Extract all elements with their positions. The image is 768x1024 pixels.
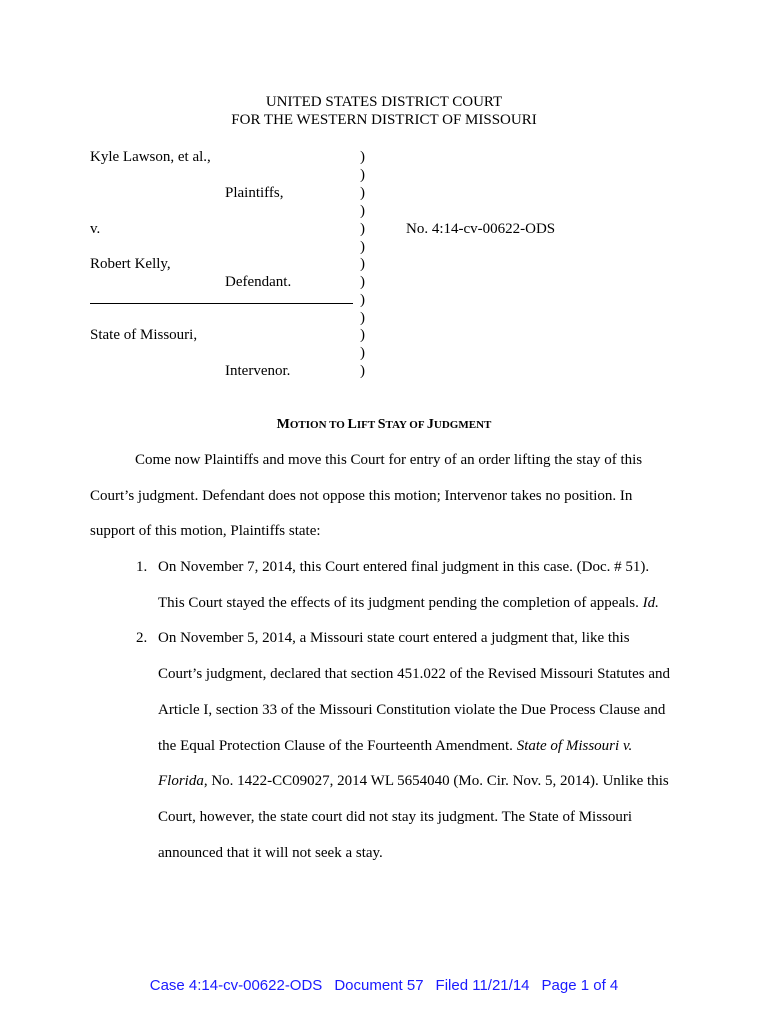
item-line: Court’s judgment, declared that section 451.022 of the Revised Missouri Statutes and bbox=[158, 666, 670, 682]
footer-case: Case 4:14-cv-00622-ODS bbox=[149, 977, 323, 994]
caption-paren: ) bbox=[360, 363, 365, 379]
defendant-name: Robert Kelly, bbox=[90, 256, 171, 272]
title-initial: J bbox=[426, 417, 434, 432]
case-number: No. 4:14-cv-00622-ODS bbox=[406, 221, 556, 237]
item-number: 2. bbox=[136, 630, 148, 646]
caption-paren: ) bbox=[360, 310, 365, 326]
court-district: FOR THE WESTERN DISTRICT OF MISSOURI bbox=[231, 112, 537, 128]
item-text: This Court stayed the effects of its judgment pending the completion of appeals. bbox=[158, 595, 643, 611]
caption-paren: ) bbox=[360, 167, 365, 183]
court-name: UNITED STATES DISTRICT COURT bbox=[265, 94, 503, 110]
title-initial: L bbox=[347, 417, 357, 432]
item-line: On November 5, 2014, a Missouri state court entered a judgment that, like this bbox=[158, 630, 630, 646]
intervenor-name: State of Missouri, bbox=[90, 327, 198, 343]
caption-paren: ) bbox=[360, 149, 365, 165]
ecf-footer bbox=[0, 976, 768, 996]
item-text: , No. 1422-CC09027, 2014 WL 5654040 (Mo. Cir. Nov. 5, 2014). Unlike this bbox=[203, 773, 669, 789]
intro-line: support of this motion, Plaintiffs state: bbox=[90, 523, 321, 539]
caption-paren: ) bbox=[360, 274, 365, 290]
item-line bbox=[158, 737, 632, 755]
item-line: Article I, section 33 of the Missouri Constitution violate the Due Process Clause and bbox=[158, 702, 666, 718]
item-line bbox=[158, 594, 659, 612]
defendant-role: Defendant. bbox=[225, 274, 292, 290]
footer-page: Page 1 of 4 bbox=[541, 977, 619, 994]
caption-paren: ) bbox=[360, 203, 365, 219]
item-line: On November 7, 2014, this Court entered final judgment in this case. (Doc. # 51). bbox=[158, 559, 650, 575]
item-line bbox=[158, 772, 669, 790]
intro-line: Court’s judgment. Defendant does not oppose this motion; Intervenor takes no position. In bbox=[90, 488, 633, 504]
caption-paren: ) bbox=[360, 239, 365, 255]
caption-divider bbox=[90, 303, 353, 304]
item-line: Court, however, the state court did not stay its judgment. The State of Missouri bbox=[158, 809, 633, 825]
item-number: 1. bbox=[136, 559, 148, 575]
title-rest: OTION TO bbox=[289, 419, 348, 431]
caption-paren: ) bbox=[360, 345, 365, 361]
caption-paren: ) bbox=[360, 256, 365, 272]
title-rest: UDGMENT bbox=[433, 419, 492, 431]
footer-filed: Filed 11/21/14 bbox=[435, 977, 530, 994]
plaintiff-role: Plaintiffs, bbox=[225, 185, 284, 201]
item-text: the Equal Protection Clause of the Fourteenth Amendment. bbox=[158, 738, 517, 754]
item-line: announced that it will not seek a stay. bbox=[158, 845, 383, 861]
citation-id: Id. bbox=[642, 595, 659, 611]
case-citation: State of Missouri v. bbox=[516, 738, 633, 754]
plaintiff-name: Kyle Lawson, et al., bbox=[90, 149, 211, 165]
caption-paren: ) bbox=[360, 221, 365, 237]
title-initial: M bbox=[276, 417, 290, 432]
title-rest: IFT bbox=[356, 419, 378, 431]
footer-document: Document 57 bbox=[334, 977, 424, 994]
title-initial: S bbox=[377, 417, 386, 432]
intervenor-role: Intervenor. bbox=[225, 363, 291, 379]
caption-paren: ) bbox=[360, 292, 365, 308]
intro-line: Come now Plaintiffs and move this Court for entry of an order lifting the stay of this bbox=[135, 452, 643, 468]
motion-title bbox=[0, 415, 768, 434]
caption-paren: ) bbox=[360, 185, 365, 201]
case-citation: Florida bbox=[158, 773, 204, 789]
caption-paren: ) bbox=[360, 327, 365, 343]
title-rest: TAY OF bbox=[385, 419, 427, 431]
versus: v. bbox=[90, 221, 101, 237]
